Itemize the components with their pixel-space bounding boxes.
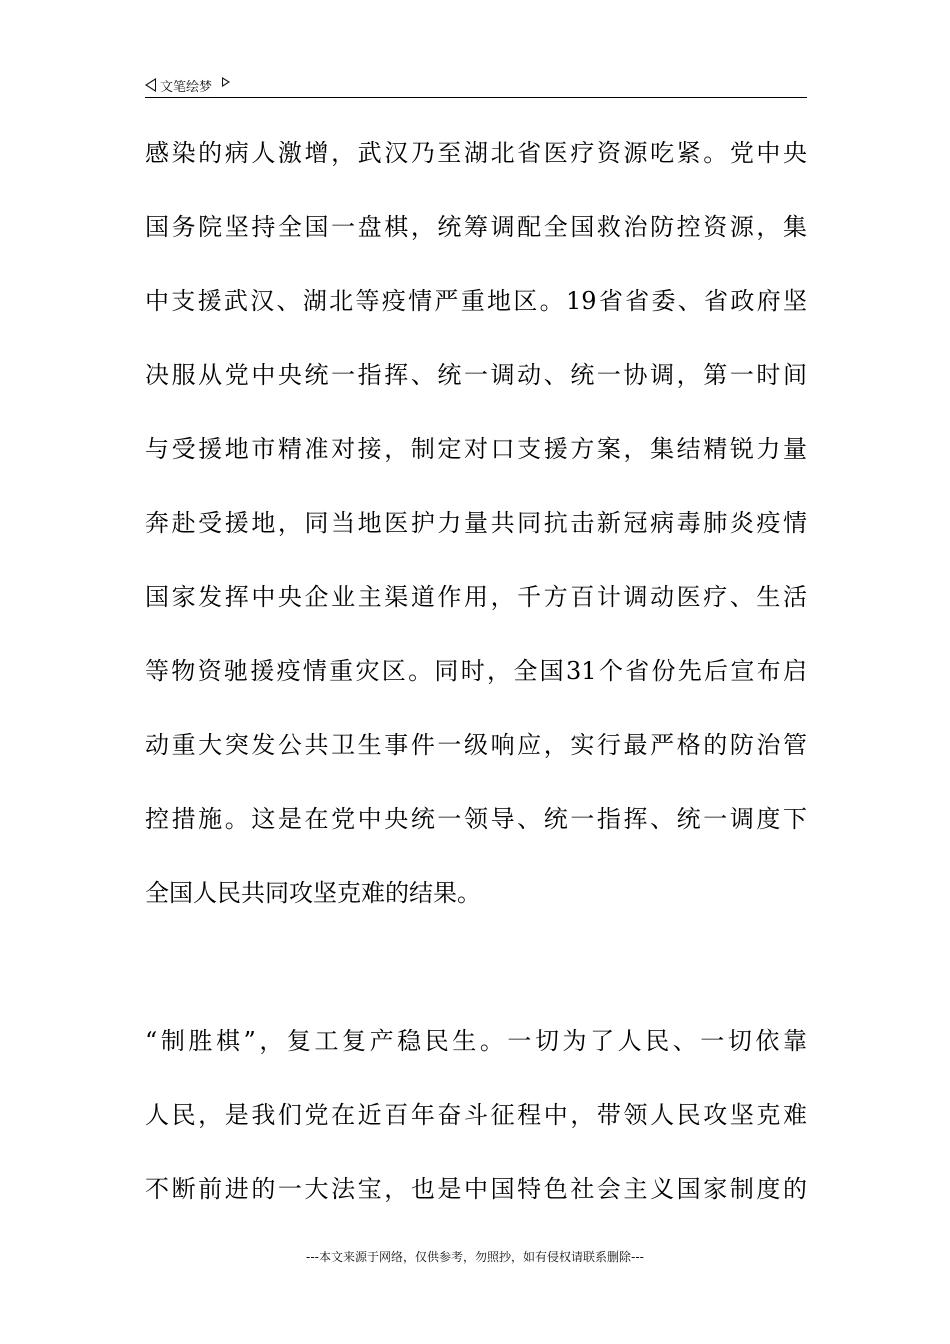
page-header xyxy=(145,74,230,96)
paragraph-gap xyxy=(145,942,807,1016)
header-title: 文笔绘梦 xyxy=(160,79,213,95)
body-line: 国务院坚持全国一盘棋，统筹调配全国救治防控资源，集 xyxy=(145,213,807,241)
body-line: 国家发挥中央企业主渠道作用，千方百计调动医疗、生活 xyxy=(145,583,807,611)
left-triangle-icon xyxy=(145,78,156,92)
right-triangle-icon xyxy=(222,77,230,87)
body-line: 人民，是我们党在近百年奋斗征程中，带领人民攻坚克难 xyxy=(145,1101,807,1129)
page-footer: ---本文来源于网络，仅供参考，勿照抄，如有侵权请联系删除--- xyxy=(306,1250,644,1264)
body-line: 等物资驰援疫情重灾区。同时，全国31个省份先后宣布启 xyxy=(145,657,807,685)
body-line: 与受援地市精准对接，制定对口支援方案，集结精锐力量 xyxy=(145,435,807,463)
body-line: 中支援武汉、湖北等疫情严重地区。19省省委、省政府坚 xyxy=(145,287,807,315)
body-line: 全国人民共同攻坚克难的结果。 xyxy=(145,879,481,907)
header-rule xyxy=(145,97,807,98)
body-line: “制胜棋”，复工复产稳民生。一切为了人民、一切依靠 xyxy=(145,1027,807,1055)
body-line: 不断前进的一大法宝，也是中国特色社会主义国家制度的 xyxy=(145,1175,807,1203)
body-line: 感染的病人激增，武汉乃至湖北省医疗资源吃紧。党中央 xyxy=(145,139,807,167)
document-body xyxy=(145,128,807,1238)
body-line: 动重大突发公共卫生事件一级响应，实行最严格的防治管 xyxy=(145,731,807,759)
body-line: 控措施。这是在党中央统一领导、统一指挥、统一调度下 xyxy=(145,805,807,833)
body-line: 决服从党中央统一指挥、统一调动、统一协调，第一时间 xyxy=(145,361,807,389)
body-line: 奔赴受援地，同当地医护力量共同抗击新冠病毒肺炎疫情 xyxy=(145,509,807,537)
